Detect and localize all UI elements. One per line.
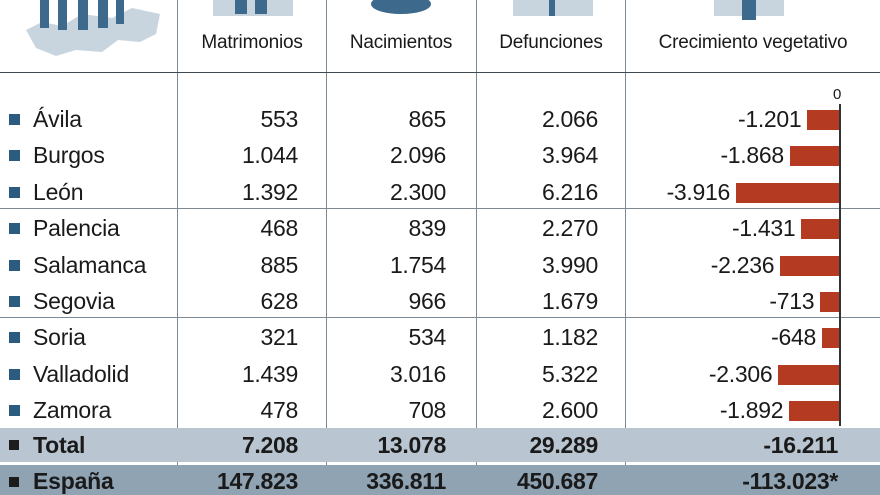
- table-row: [0, 137, 880, 173]
- growth-label: -1.431: [731, 215, 796, 242]
- row-bullet: [9, 187, 20, 198]
- col-header-crecimiento: Crecimiento vegetativo: [658, 32, 848, 53]
- defunciones-value: 5.322: [541, 360, 598, 387]
- total-defunciones: 29.289: [529, 432, 598, 458]
- matrimonios-value: 1.439: [241, 360, 298, 387]
- table-row: [0, 210, 880, 246]
- couple-icon: [213, 0, 293, 16]
- province-name: Ávila: [33, 106, 82, 132]
- row-bullet: [9, 440, 19, 450]
- row-bullet: [9, 477, 19, 487]
- growth-label: -1.868: [720, 142, 784, 169]
- header-divider: [0, 72, 880, 73]
- row-bullet: [9, 369, 20, 380]
- province-name: Zamora: [33, 397, 112, 424]
- cross-icon: [513, 0, 593, 16]
- map-people-icon: [22, 0, 162, 58]
- growth-bar: [822, 328, 839, 348]
- axis-zero-label: 0: [833, 86, 842, 103]
- defunciones-value: 3.964: [541, 142, 598, 169]
- total-label: Total: [33, 432, 86, 458]
- nacimientos-value: 839: [408, 215, 446, 242]
- col-header-matrimonios: Matrimonios: [201, 32, 303, 53]
- province-name: Palencia: [33, 215, 120, 242]
- growth-bar: [790, 146, 839, 166]
- growth-label: -2.306: [708, 360, 773, 387]
- growth-label: -1.201: [737, 106, 802, 132]
- table-row: [0, 247, 880, 283]
- growth-bar: [780, 256, 839, 276]
- col-header-nacimientos: Nacimientos: [349, 32, 453, 53]
- defunciones-value: 2.270: [541, 215, 598, 242]
- growth-bar: [801, 219, 839, 239]
- matrimonios-value: 478: [260, 397, 298, 424]
- table-row: [0, 174, 880, 210]
- growth-bar: [789, 401, 839, 421]
- nacimientos-value: 534: [408, 324, 446, 351]
- growth-label: -648: [771, 324, 816, 351]
- defunciones-value: 3.990: [541, 251, 598, 278]
- baby-icon: [366, 0, 436, 16]
- growth-label: -713: [769, 288, 815, 314]
- growth-bar: [820, 292, 839, 312]
- matrimonios-value: 1.044: [241, 142, 298, 169]
- province-name: León: [33, 178, 84, 205]
- spain-row: [0, 465, 880, 495]
- nacimientos-value: 2.300: [389, 178, 446, 205]
- matrimonios-value: 885: [260, 251, 298, 278]
- nacimientos-value: 1.754: [389, 251, 446, 278]
- growth-bar: [778, 365, 839, 385]
- total-crecimiento: -16.211: [763, 432, 838, 458]
- table-row: [0, 283, 880, 319]
- table-row: [0, 319, 880, 355]
- growth-label: -3.916: [666, 178, 730, 205]
- defunciones-value: 1.182: [541, 324, 598, 351]
- row-bullet: [9, 260, 20, 271]
- defunciones-value: 1.679: [541, 288, 598, 314]
- spain-label: España: [33, 468, 114, 494]
- matrimonios-value: 628: [260, 288, 298, 314]
- nacimientos-value: 2.096: [389, 142, 446, 169]
- province-name: Valladolid: [33, 360, 130, 387]
- nacimientos-value: 3.016: [389, 360, 446, 387]
- matrimonios-value: 468: [260, 215, 298, 242]
- matrimonios-value: 321: [260, 324, 298, 351]
- growth-bar: [736, 183, 839, 203]
- total-row: [0, 428, 880, 462]
- nacimientos-value: 865: [408, 106, 446, 132]
- province-name: Segovia: [33, 288, 115, 314]
- matrimonios-value: 553: [260, 106, 298, 132]
- row-bullet: [9, 332, 20, 343]
- nacimientos-value: 966: [408, 288, 446, 314]
- row-bullet: [9, 114, 20, 125]
- defunciones-value: 6.216: [541, 178, 598, 205]
- row-bullet: [9, 405, 20, 416]
- nacimientos-value: 708: [408, 397, 446, 424]
- row-bullet: [9, 150, 20, 161]
- growth-bar: [807, 110, 839, 130]
- table-row: [0, 392, 880, 428]
- growth-label: -2.236: [710, 251, 775, 278]
- table-row: [0, 101, 880, 137]
- defunciones-value: 2.600: [541, 397, 598, 424]
- spain-crecimiento: -113.023*: [742, 468, 838, 494]
- row-bullet: [9, 296, 20, 307]
- total-matrimonios: 7.208: [241, 432, 298, 458]
- spain-nacimientos: 336.811: [366, 468, 446, 494]
- table-row: [0, 356, 880, 392]
- spain-defunciones: 450.687: [516, 468, 598, 494]
- total-nacimientos: 13.078: [377, 432, 446, 458]
- spain-matrimonios: 147.823: [216, 468, 298, 494]
- growth-label: -1.892: [719, 397, 784, 424]
- person-growth-icon: [714, 0, 784, 20]
- table-header: [0, 0, 880, 72]
- province-name: Soria: [33, 324, 86, 351]
- province-name: Burgos: [33, 142, 105, 169]
- row-bullet: [9, 223, 20, 234]
- matrimonios-value: 1.392: [241, 178, 298, 205]
- col-header-defunciones: Defunciones: [499, 32, 603, 53]
- defunciones-value: 2.066: [541, 106, 598, 132]
- province-name: Salamanca: [33, 251, 147, 278]
